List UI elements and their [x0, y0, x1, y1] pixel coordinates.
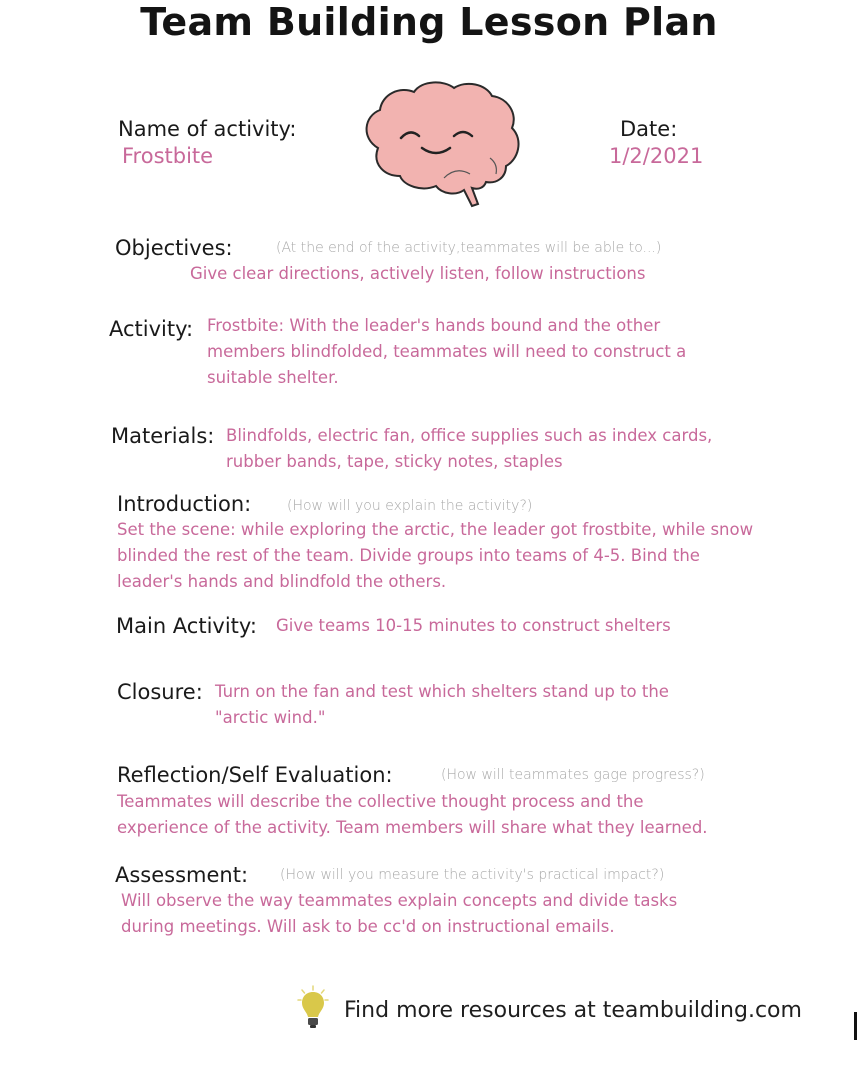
page-title: Team Building Lesson Plan: [140, 0, 718, 44]
activity-text: [207, 313, 686, 391]
introduction-line: blinded the rest of the team. Divide groups into teams of 4-5. Bind the: [117, 546, 700, 565]
lightbulb-icon: [296, 985, 330, 1031]
name-of-activity-label: Name of activity:: [118, 117, 297, 141]
introduction-text: [117, 517, 753, 595]
reflection-line: experience of the activity. Team members will share what they learned.: [117, 818, 708, 837]
closure-line: "arctic wind.": [215, 708, 326, 727]
introduction-line: leader's hands and blindfold the others.: [117, 572, 447, 591]
introduction-hint: (How will you explain the activity?): [287, 498, 533, 514]
reflection-text: [117, 789, 708, 841]
introduction-line: Set the scene: while exploring the arctic, the leader got frostbite, while snow: [117, 520, 754, 539]
smiling-brain-icon: [356, 78, 526, 208]
date-value: 1/2/2021: [609, 144, 704, 168]
assessment-label: Assessment:: [115, 863, 249, 887]
activity-line: Frostbite: With the leader's hands bound and the other: [207, 316, 661, 335]
closure-text: [215, 679, 669, 731]
activity-line: members blindfolded, teammates will need to construct a: [207, 342, 687, 361]
materials-text: [226, 423, 712, 475]
footer-resources-text: Find more resources at teambuilding.com: [344, 998, 802, 1023]
objectives-label: Objectives:: [115, 236, 233, 260]
activity-line: suitable shelter.: [207, 368, 339, 387]
assessment-line: Will observe the way teammates explain concepts and divide tasks: [121, 891, 678, 910]
text-cursor: [854, 1012, 857, 1040]
closure-label: Closure:: [117, 680, 203, 704]
objectives-text: Give clear directions, actively listen, follow instructions: [190, 264, 646, 283]
objectives-hint: (At the end of the activity,teammates will be able to...): [276, 240, 662, 256]
assessment-line: during meetings. Will ask to be cc'd on instructional emails.: [121, 917, 615, 936]
assessment-text: [121, 888, 677, 940]
introduction-label: Introduction:: [117, 492, 252, 516]
reflection-label: Reflection/Self Evaluation:: [117, 763, 393, 787]
reflection-line: Teammates will describe the collective thought process and the: [117, 792, 644, 811]
main-activity-text: Give teams 10-15 minutes to construct shelters: [276, 616, 671, 635]
main-activity-label: Main Activity:: [116, 614, 257, 638]
closure-line: Turn on the fan and test which shelters stand up to the: [215, 682, 669, 701]
materials-label: Materials:: [111, 424, 215, 448]
assessment-hint: (How will you measure the activity's practical impact?): [280, 867, 665, 883]
materials-line: rubber bands, tape, sticky notes, staples: [226, 452, 563, 471]
activity-label: Activity:: [109, 317, 194, 341]
materials-line: Blindfolds, electric fan, office supplies such as index cards,: [226, 426, 713, 445]
reflection-hint: (How will teammates gage progress?): [441, 767, 705, 783]
date-label: Date:: [620, 117, 678, 141]
activity-name-value: Frostbite: [122, 144, 214, 168]
